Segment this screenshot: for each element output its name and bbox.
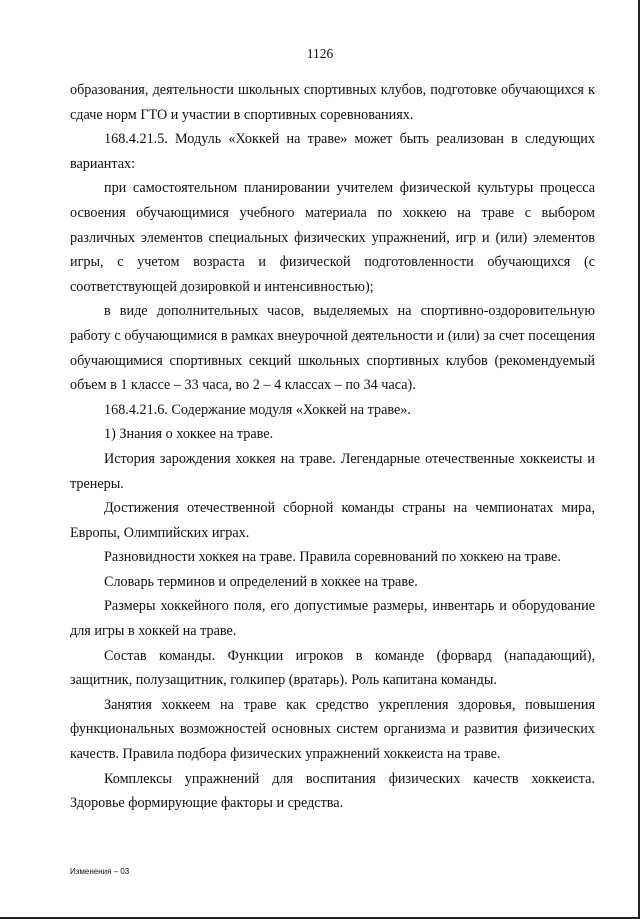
document-body xyxy=(70,78,595,816)
paragraph: Занятия хоккеем на траве как средство укрепления здоровья, повышения функциональных возможностей основных систем организма и развития физических качеств. Правила подбора физических упражнений хоккеиста на траве. xyxy=(70,696,595,763)
paragraph: 1) Знания о хоккее на траве. xyxy=(104,426,274,443)
paragraph: 168.4.21.5. Модуль «Хоккей на траве» может быть реализован в следующих вариантах: xyxy=(70,131,595,172)
paragraph: Размеры хоккейного поля, его допустимые размеры, инвентарь и оборудование для игры в хоккей на траве. xyxy=(70,598,595,640)
paragraph: Комплексы упражнений для воспитания физических качеств хоккеиста. Здоровье формирующие факторы и средства. xyxy=(70,770,595,812)
revision-footer: Изменения – 03 xyxy=(70,867,130,876)
paragraph: История зарождения хоккея на траве. Легендарные отечественные хоккеисты и тренеры. xyxy=(70,450,595,492)
paragraph: Словарь терминов и определений в хоккее на траве. xyxy=(104,573,418,590)
paragraph: Разновидности хоккея на траве. Правила соревнований по хоккею на траве. xyxy=(104,549,561,566)
paragraph: Достижения отечественной сборной команды страны на чемпионатах мира, Европы, Олимпийских играх. xyxy=(70,500,595,541)
paragraph: образования, деятельности школьных спортивных клубов, подготовке обучающихся к сдаче норм ГТО и участии в спортивных соревнованиях. xyxy=(70,82,595,123)
paragraph: при самостоятельном планировании учителем физической культуры процесса освоения обучающимися учебного материала по хоккею на траве с выбором различных элементов специальных физических упражнений, игр и (или) элементов игры, с учетом возраста и физической подготовленности обучающихся (с соответствующей дозировкой и интенсивностью); xyxy=(70,180,595,295)
page-number: 1126 xyxy=(306,46,334,61)
paragraph: 168.4.21.6. Содержание модуля «Хоккей на траве». xyxy=(104,401,411,418)
paragraph: Состав команды. Функции игроков в команде (форвард (нападающий), защитник, полузащитник, голкипер (вратарь). Роль капитана команды. xyxy=(70,647,595,689)
paragraph: в виде дополнительных часов, выделяемых на спортивно-оздоровительную работу с обучающимися в рамках внеурочной деятельности и (или) за счет посещения обучающимися спортивных секций школьных спортивных клубов (рекомендуемый объем в 1 классе – 33 часа, во 2 – 4 классах – по 34 часа). xyxy=(70,303,595,394)
